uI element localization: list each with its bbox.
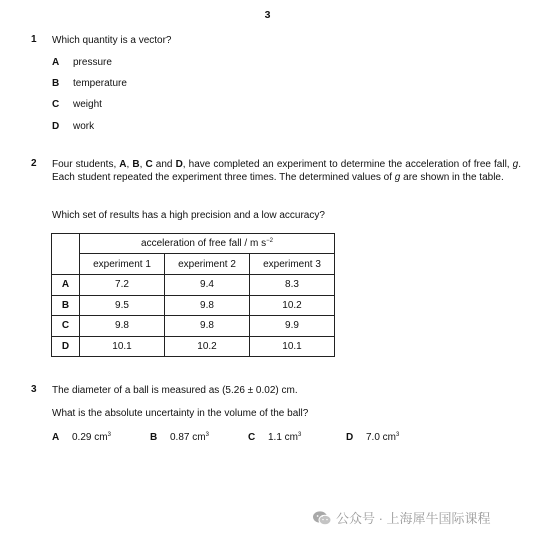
- q1-option-b-letter: B: [52, 78, 60, 89]
- page-number: 3: [264, 9, 271, 21]
- question-3-text: The diameter of a ball is measured as (5.26 ± 0.02) cm.: [52, 385, 298, 396]
- table-cell: 8.3: [250, 275, 335, 296]
- wechat-icon: [312, 510, 332, 526]
- row-label: B: [52, 295, 80, 316]
- q1-option-d-letter: D: [52, 121, 60, 132]
- question-2-question: Which set of results has a high precision and a low accuracy?: [52, 210, 325, 221]
- table-corner: [52, 234, 80, 275]
- table-cell: 10.2: [250, 295, 335, 316]
- q3-option-b-letter: B: [150, 432, 158, 443]
- row-label: D: [52, 336, 80, 357]
- watermark: [312, 508, 491, 527]
- q1-option-c-letter: C: [52, 99, 60, 110]
- row-label: C: [52, 316, 80, 337]
- q1-option-a-letter: A: [52, 57, 60, 68]
- table-row: [52, 295, 335, 316]
- question-1-text: Which quantity is a vector?: [52, 35, 172, 46]
- q1-option-a-text: pressure: [73, 57, 112, 68]
- column-header: experiment 2: [165, 254, 250, 275]
- table-header: acceleration of free fall / m $s^{-2}$: [80, 234, 335, 254]
- table-cell: 10.2: [165, 336, 250, 357]
- question-3-number: 3: [31, 384, 37, 395]
- table-cell: 9.8: [165, 316, 250, 337]
- results-table: [51, 233, 335, 357]
- question-2-intro: Four students, A, B, C and D, have completed an experiment to determine the acceleration of free fall, g. Each student repeated the experiment three times. The determined values of g are shown in the table.: [52, 159, 521, 183]
- watermark-text: 公众号 · 上海犀牛国际课程: [336, 511, 491, 526]
- table-row: [52, 316, 335, 337]
- q1-option-b-text: temperature: [73, 78, 127, 89]
- question-1-number: 1: [31, 34, 37, 45]
- table-cell: 10.1: [250, 336, 335, 357]
- question-2-number: 2: [31, 158, 37, 169]
- column-header: experiment 3: [250, 254, 335, 275]
- q3-option-c-text: 1.1 $cm^3$: [268, 432, 302, 443]
- q3-option-d-text: 7.0 $cm^3$: [366, 432, 400, 443]
- table-row: [52, 275, 335, 296]
- table-cell: 9.8: [80, 316, 165, 337]
- table-row: [52, 336, 335, 357]
- table-cell: 9.9: [250, 316, 335, 337]
- q3-option-c-letter: C: [248, 432, 256, 443]
- table-cell: 9.4: [165, 275, 250, 296]
- q1-option-c-text: weight: [73, 99, 102, 110]
- table-cell: 10.1: [80, 336, 165, 357]
- table-cell: 7.2: [80, 275, 165, 296]
- q3-option-a-text: 0.29 $cm^3$: [72, 432, 111, 443]
- q1-option-d-text: work: [73, 121, 95, 132]
- column-header: experiment 1: [80, 254, 165, 275]
- q3-option-b-text: 0.87 $cm^3$: [170, 432, 209, 443]
- table-cell: 9.5: [80, 295, 165, 316]
- q3-option-d-letter: D: [346, 432, 354, 443]
- question-3-question: What is the absolute uncertainty in the volume of the ball?: [52, 408, 309, 419]
- row-label: A: [52, 275, 80, 296]
- table-cell: 9.8: [165, 295, 250, 316]
- q3-option-a-letter: A: [52, 432, 60, 443]
